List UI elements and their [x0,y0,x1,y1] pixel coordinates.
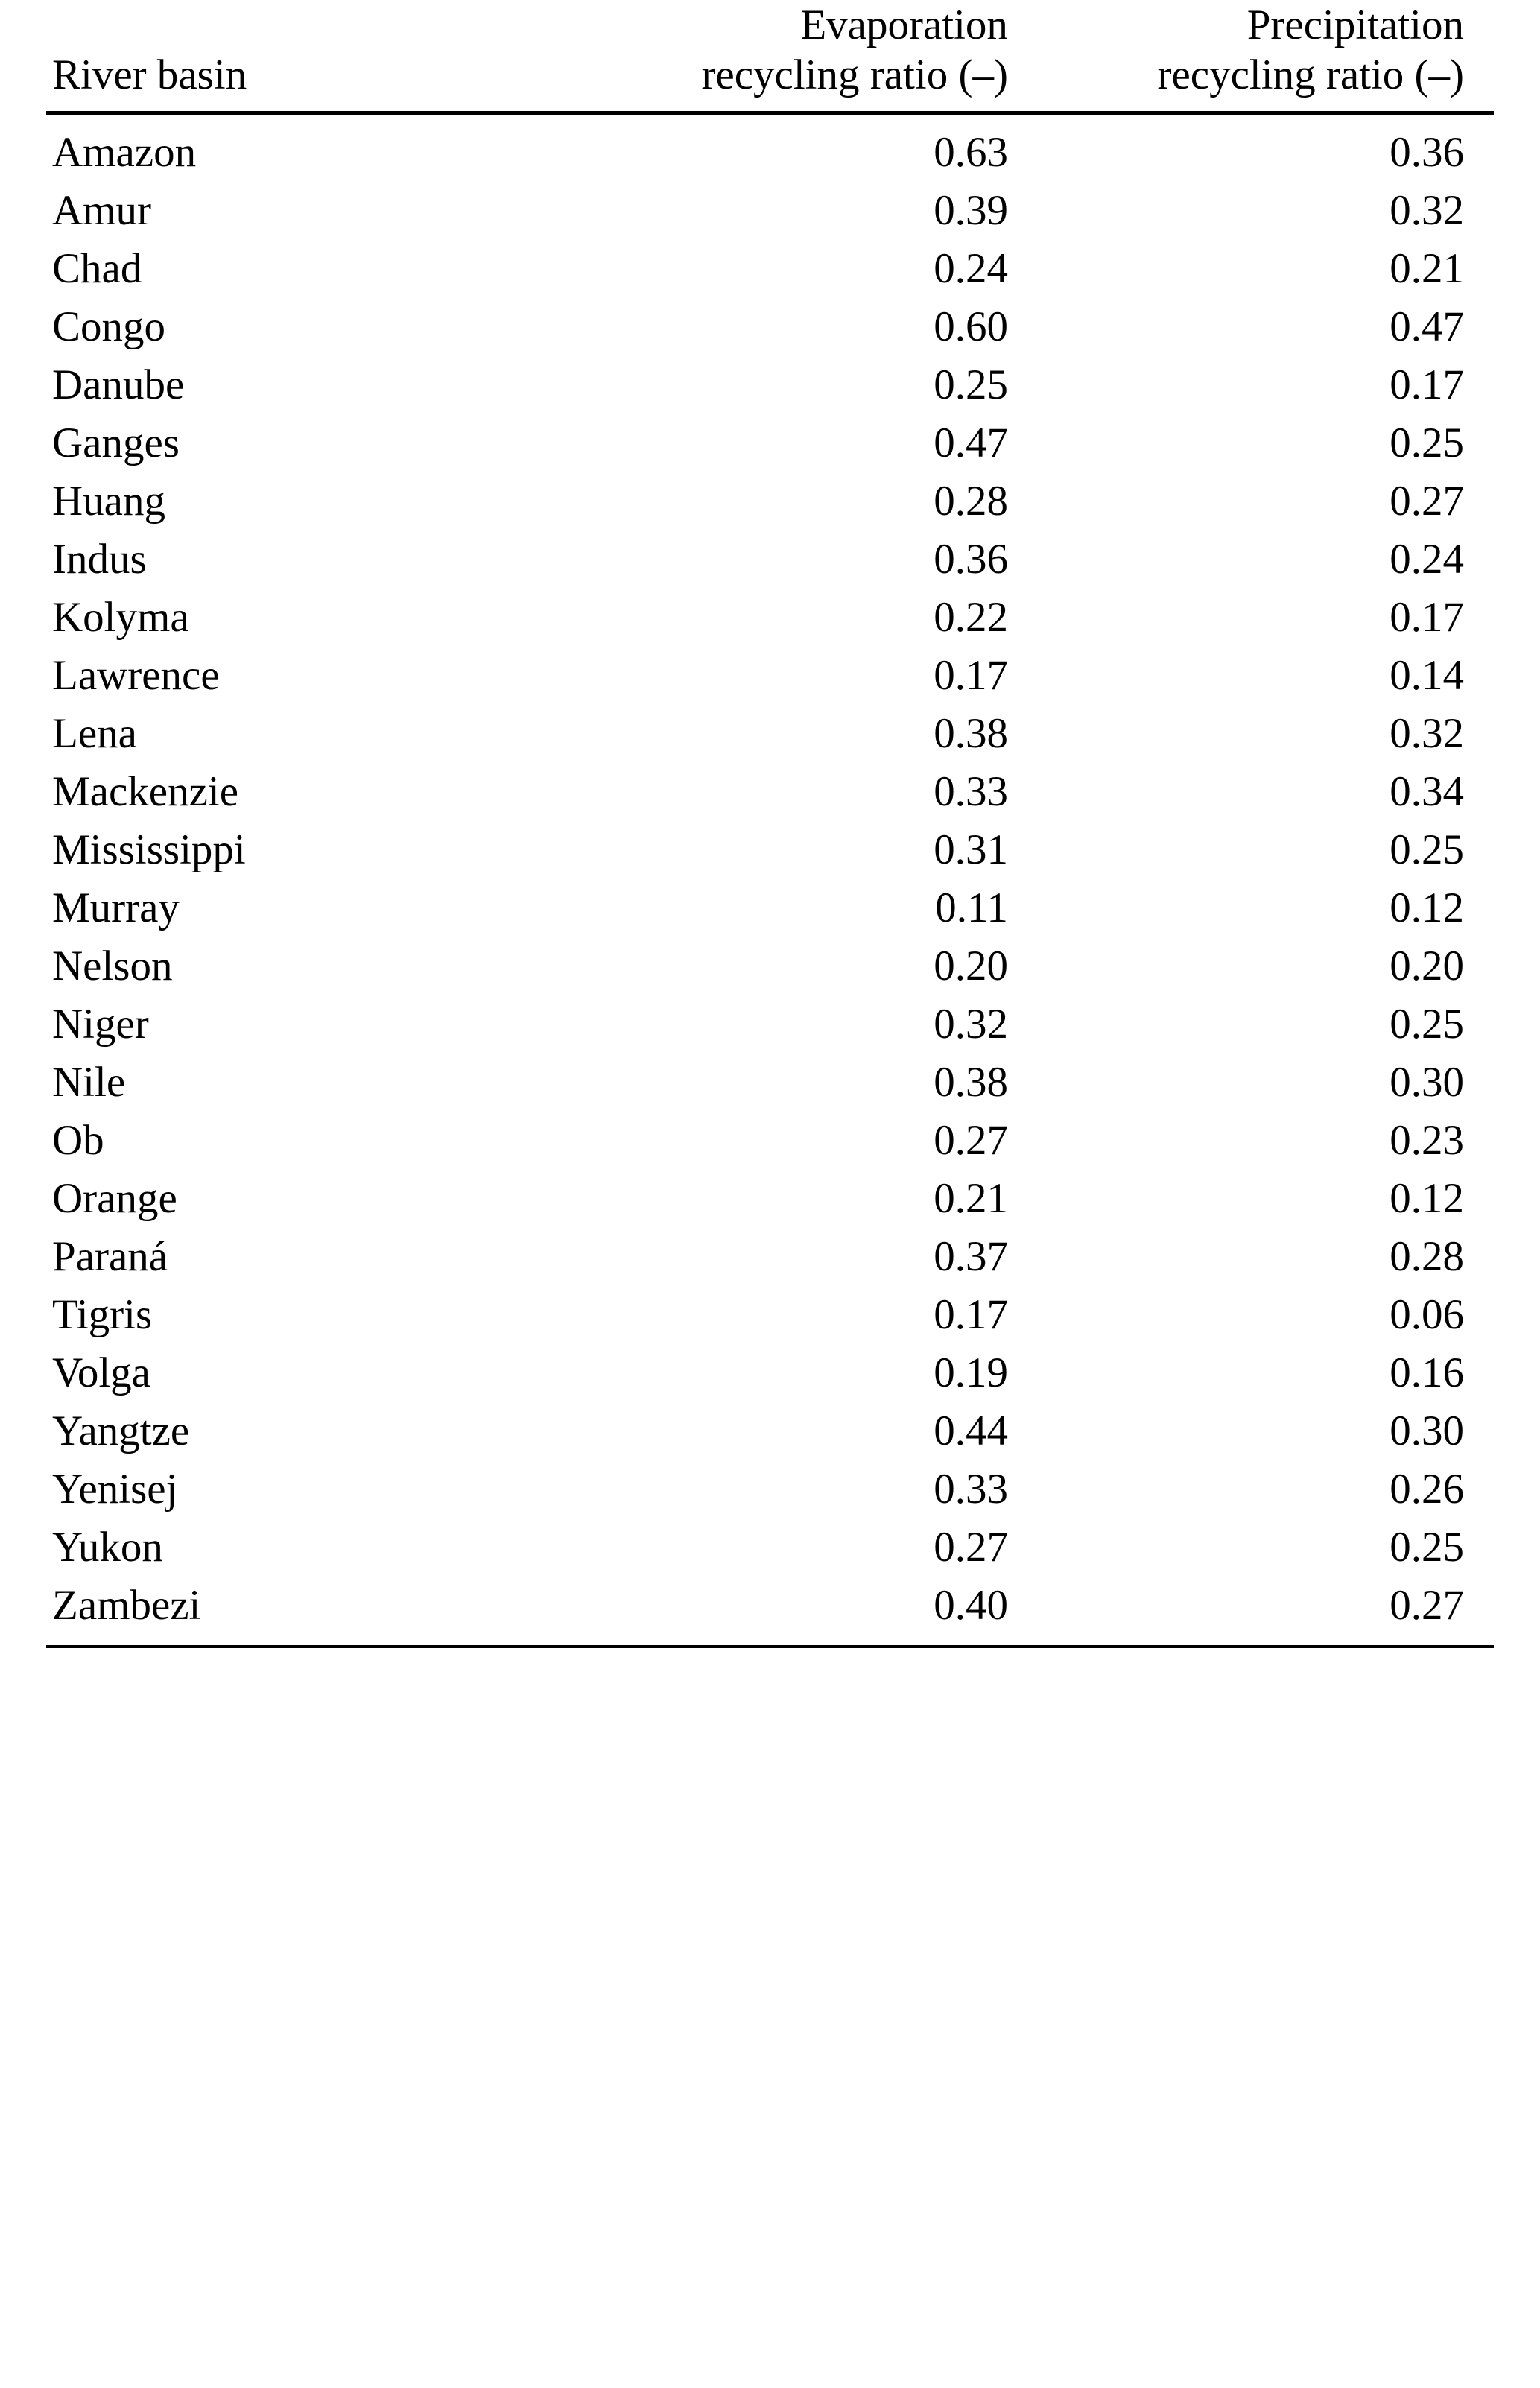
table-row [46,182,1494,240]
cell-evaporation-recycling-ratio: 0.31 [934,826,1008,873]
cell-evaporation-recycling-ratio: 0.33 [934,1465,1008,1513]
cell-precipitation-recycling-ratio: 0.12 [1390,1174,1464,1222]
column-header-evaporation-recycling-ratio [582,0,1038,111]
cell-evaporation-recycling-ratio: 0.11 [935,884,1008,931]
table-row [46,1402,1494,1460]
cell-river-basin: Yukon [52,1523,163,1571]
cell-precipitation-recycling-ratio: 0.16 [1390,1349,1464,1396]
table-row [46,1112,1494,1170]
cell-evaporation-recycling-ratio: 0.22 [934,593,1008,641]
cell-evaporation-recycling-ratio: 0.17 [934,651,1008,699]
cell-precipitation-recycling-ratio: 0.17 [1390,361,1464,408]
table-row [46,472,1494,531]
cell-river-basin: Orange [52,1174,177,1222]
cell-evaporation-recycling-ratio: 0.27 [934,1116,1008,1164]
cell-river-basin: Danube [52,361,185,408]
cell-river-basin: Chad [52,244,142,292]
cell-precipitation-recycling-ratio: 0.21 [1390,244,1464,292]
cell-river-basin: Ganges [52,419,180,466]
cell-precipitation-recycling-ratio: 0.28 [1390,1232,1464,1280]
cell-river-basin: Mackenzie [52,767,239,815]
table-row [46,937,1494,995]
cell-evaporation-recycling-ratio: 0.39 [934,186,1008,234]
cell-evaporation-recycling-ratio: 0.17 [934,1290,1008,1338]
table-row [46,647,1494,705]
cell-river-basin: Tigris [52,1290,153,1338]
recycling-ratio-table [46,0,1494,1635]
table-row [46,240,1494,298]
cell-river-basin: Murray [52,884,180,931]
cell-river-basin: Niger [52,1000,149,1048]
cell-river-basin: Nelson [52,942,173,989]
cell-evaporation-recycling-ratio: 0.60 [934,303,1008,350]
cell-river-basin: Indus [52,535,147,583]
cell-evaporation-recycling-ratio: 0.38 [934,1058,1008,1106]
cell-evaporation-recycling-ratio: 0.36 [934,535,1008,583]
cell-evaporation-recycling-ratio: 0.20 [934,942,1008,989]
table-row [46,1170,1494,1228]
cell-precipitation-recycling-ratio: 0.25 [1390,1000,1464,1048]
table-row [46,589,1494,647]
column-header-evaporation-line1: Evaporation [800,1,1008,48]
cell-precipitation-recycling-ratio: 0.32 [1390,186,1464,234]
cell-precipitation-recycling-ratio: 0.12 [1390,884,1464,931]
table-row [46,414,1494,472]
table-header-row [46,0,1494,111]
cell-river-basin: Lawrence [52,651,220,699]
cell-precipitation-recycling-ratio: 0.30 [1390,1058,1464,1106]
table-row [46,1518,1494,1577]
table-row [46,531,1494,589]
table-body [46,115,1494,1635]
cell-river-basin: Nile [52,1058,126,1106]
cell-precipitation-recycling-ratio: 0.27 [1390,1581,1464,1629]
table-header [46,0,1494,115]
cell-river-basin: Amur [52,186,151,234]
cell-evaporation-recycling-ratio: 0.44 [934,1407,1008,1454]
cell-precipitation-recycling-ratio: 0.27 [1390,477,1464,525]
cell-river-basin: Ob [52,1116,104,1164]
table-row [46,879,1494,937]
cell-precipitation-recycling-ratio: 0.17 [1390,593,1464,641]
column-header-evaporation-line2: recycling ratio (–) [701,51,1008,99]
cell-river-basin: Yangtze [52,1407,190,1454]
cell-precipitation-recycling-ratio: 0.14 [1390,651,1464,699]
cell-precipitation-recycling-ratio: 0.23 [1390,1116,1464,1164]
table-row [46,356,1494,414]
column-header-river-basin [46,0,582,111]
table-row [46,1577,1494,1635]
column-header-precipitation-recycling-ratio [1038,0,1494,111]
cell-river-basin: Kolyma [52,593,189,641]
cell-precipitation-recycling-ratio: 0.25 [1390,1523,1464,1571]
cell-evaporation-recycling-ratio: 0.27 [934,1523,1008,1571]
cell-precipitation-recycling-ratio: 0.30 [1390,1407,1464,1454]
cell-river-basin: Zambezi [52,1581,201,1629]
cell-precipitation-recycling-ratio: 0.34 [1390,767,1464,815]
cell-evaporation-recycling-ratio: 0.38 [934,709,1008,757]
cell-evaporation-recycling-ratio: 0.19 [934,1349,1008,1396]
cell-evaporation-recycling-ratio: 0.33 [934,767,1008,815]
cell-river-basin: Paraná [52,1232,168,1280]
table-row [46,1228,1494,1286]
cell-precipitation-recycling-ratio: 0.20 [1390,942,1464,989]
cell-evaporation-recycling-ratio: 0.47 [934,419,1008,466]
cell-precipitation-recycling-ratio: 0.25 [1390,419,1464,466]
cell-evaporation-recycling-ratio: 0.63 [934,128,1008,176]
table-row [46,1286,1494,1344]
cell-river-basin: Amazon [52,128,197,176]
cell-precipitation-recycling-ratio: 0.26 [1390,1465,1464,1513]
cell-precipitation-recycling-ratio: 0.32 [1390,709,1464,757]
table-row [46,1054,1494,1112]
cell-evaporation-recycling-ratio: 0.37 [934,1232,1008,1280]
cell-river-basin: Mississippi [52,826,246,873]
column-header-precipitation-line1: Precipitation [1246,1,1464,48]
table-row [46,1344,1494,1402]
table-row [46,1460,1494,1518]
cell-river-basin: Yenisej [52,1465,178,1513]
cell-precipitation-recycling-ratio: 0.47 [1390,303,1464,350]
column-header-precipitation-line2: recycling ratio (–) [1157,51,1464,99]
table-row [46,705,1494,763]
table-row [46,298,1494,356]
table-row [46,115,1494,182]
cell-river-basin: Lena [52,709,137,757]
cell-evaporation-recycling-ratio: 0.28 [934,477,1008,525]
cell-river-basin: Congo [52,303,166,350]
bottom-rule [46,1645,1494,1648]
cell-precipitation-recycling-ratio: 0.06 [1390,1290,1464,1338]
table-row [46,821,1494,879]
cell-precipitation-recycling-ratio: 0.36 [1390,128,1464,176]
cell-evaporation-recycling-ratio: 0.21 [934,1174,1008,1222]
cell-evaporation-recycling-ratio: 0.40 [934,1581,1008,1629]
table-row [46,995,1494,1054]
table-row [46,763,1494,821]
cell-evaporation-recycling-ratio: 0.24 [934,244,1008,292]
cell-precipitation-recycling-ratio: 0.25 [1390,826,1464,873]
cell-precipitation-recycling-ratio: 0.24 [1390,535,1464,583]
column-header-river-basin-line2: River basin [52,51,247,99]
cell-river-basin: Volga [52,1349,150,1396]
cell-river-basin: Huang [52,477,165,525]
cell-evaporation-recycling-ratio: 0.32 [934,1000,1008,1048]
cell-evaporation-recycling-ratio: 0.25 [934,361,1008,408]
